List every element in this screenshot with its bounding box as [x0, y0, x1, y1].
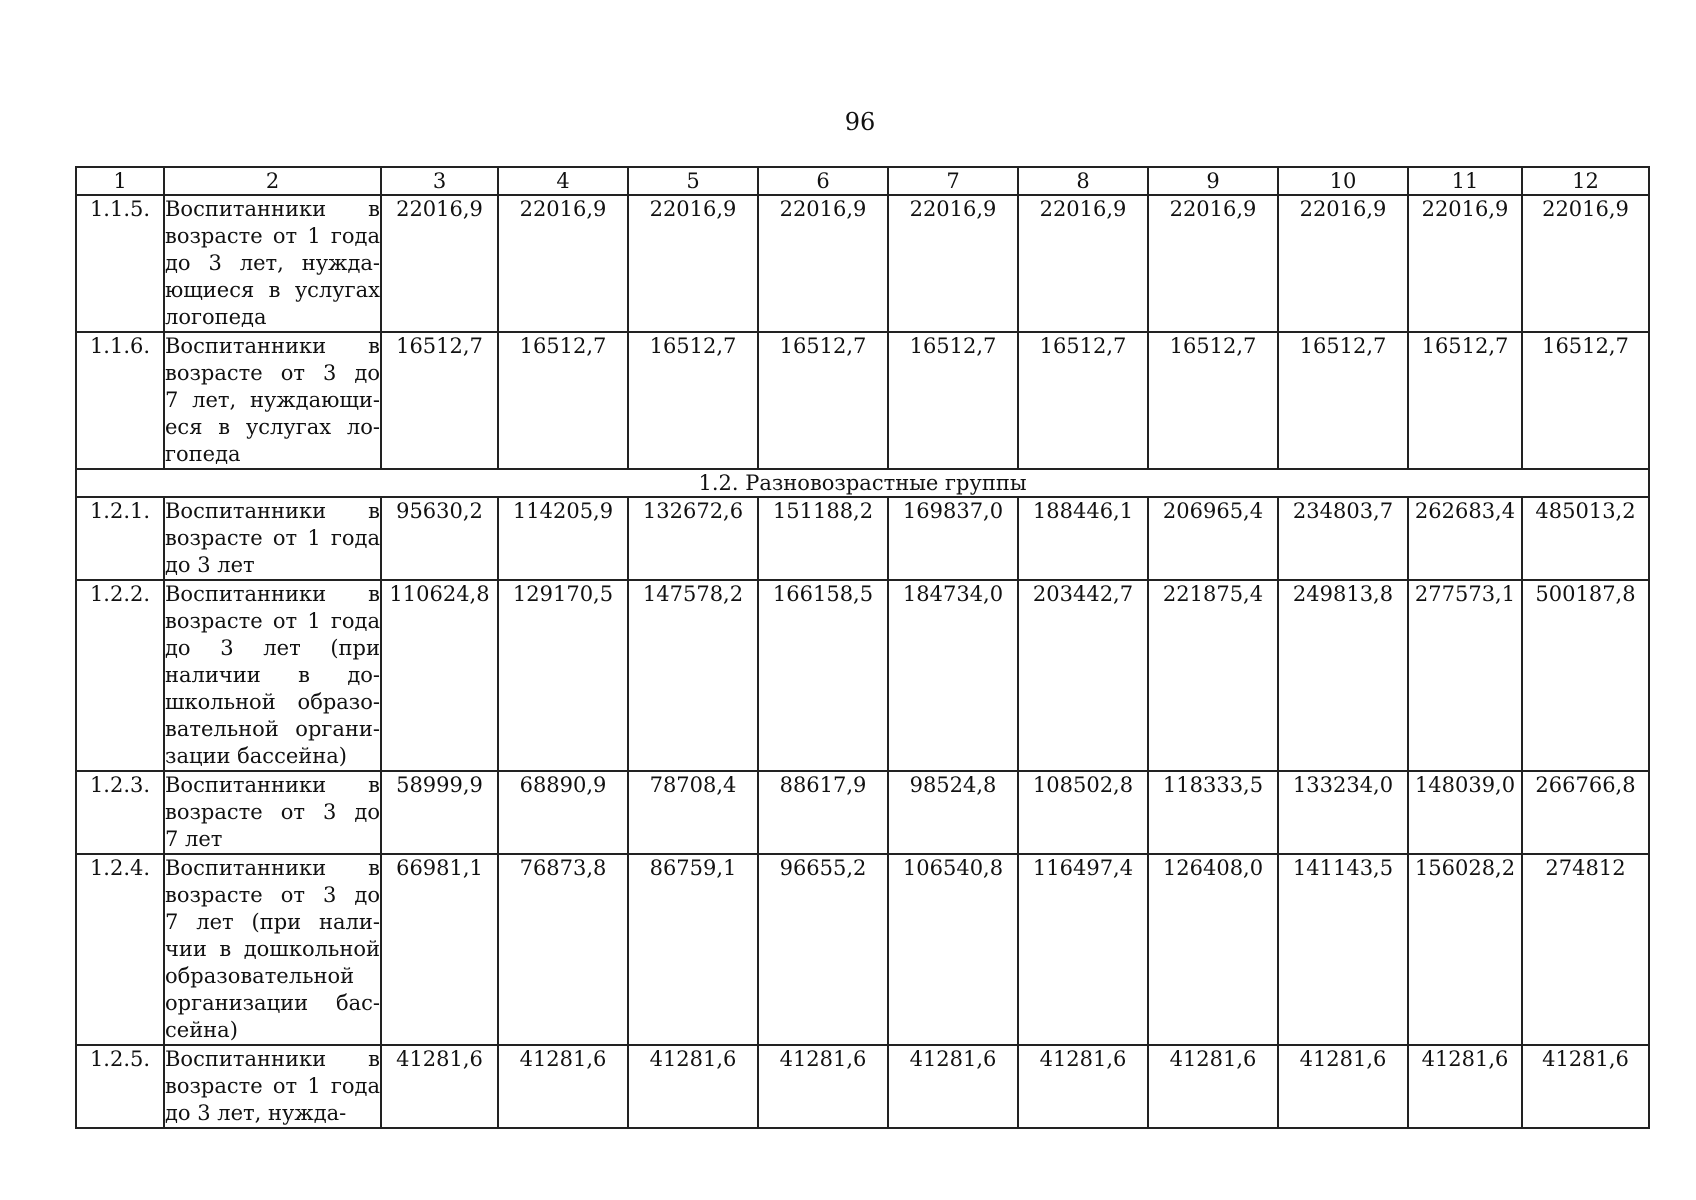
row-number: 1.1.6.: [76, 332, 164, 469]
table-header: [76, 167, 1649, 195]
table-row: [76, 332, 1649, 469]
section-group: [76, 469, 1649, 497]
value-cell: 16512,7: [1018, 332, 1148, 469]
value-cell: 16512,7: [1522, 332, 1649, 469]
row-label: [164, 580, 381, 771]
value-cell: 132672,6: [628, 497, 758, 580]
row-label-line: до 3 лет (при: [165, 636, 380, 660]
row-label-line: возрасте от 3 до: [165, 883, 380, 907]
value-cell: 16512,7: [1148, 332, 1278, 469]
row-label: [164, 771, 381, 854]
header-row: [76, 167, 1649, 195]
value-cell: 22016,9: [498, 195, 628, 332]
row-label-line: Воспитанники в: [165, 1047, 380, 1071]
value-cell: 16512,7: [628, 332, 758, 469]
value-cell: 88617,9: [758, 771, 888, 854]
row-number: 1.2.5.: [76, 1045, 164, 1128]
table-row: [76, 1045, 1649, 1128]
value-cell: 96655,2: [758, 854, 888, 1045]
value-cell: 188446,1: [1018, 497, 1148, 580]
column-number-header: 10: [1278, 167, 1408, 195]
value-cell: 66981,1: [381, 854, 498, 1045]
value-cell: 41281,6: [628, 1045, 758, 1128]
value-cell: 116497,4: [1018, 854, 1148, 1045]
value-cell: 78708,4: [628, 771, 758, 854]
column-number-header: 12: [1522, 167, 1649, 195]
value-cell: 41281,6: [1522, 1045, 1649, 1128]
row-number: 1.1.5.: [76, 195, 164, 332]
table-row: [76, 497, 1649, 580]
row-label-line: возрасте от 1 года: [165, 609, 380, 633]
row-label-line: возрасте от 3 до: [165, 800, 380, 824]
value-cell: 126408,0: [1148, 854, 1278, 1045]
row-label-line: логопеда: [165, 305, 267, 329]
table-row: [76, 580, 1649, 771]
value-cell: 41281,6: [1278, 1045, 1408, 1128]
value-cell: 500187,8: [1522, 580, 1649, 771]
value-cell: 22016,9: [758, 195, 888, 332]
value-cell: 22016,9: [1522, 195, 1649, 332]
table-row: [76, 195, 1649, 332]
row-label-line: организации бас-: [165, 991, 380, 1015]
table-row: [76, 771, 1649, 854]
value-cell: 86759,1: [628, 854, 758, 1045]
row-label-line: до 3 лет, нужда-: [165, 1101, 347, 1125]
value-cell: 16512,7: [888, 332, 1018, 469]
value-cell: 108502,8: [1018, 771, 1148, 854]
value-cell: 277573,1: [1408, 580, 1522, 771]
value-cell: 68890,9: [498, 771, 628, 854]
tariff-table: [75, 166, 1650, 1129]
column-number-header: 8: [1018, 167, 1148, 195]
section-row: [76, 469, 1649, 497]
value-cell: 485013,2: [1522, 497, 1649, 580]
value-cell: 95630,2: [381, 497, 498, 580]
value-cell: 156028,2: [1408, 854, 1522, 1045]
column-number-header: 11: [1408, 167, 1522, 195]
column-number-header: 2: [164, 167, 381, 195]
row-label-line: образовательной: [165, 964, 355, 988]
value-cell: 16512,7: [1278, 332, 1408, 469]
value-cell: 147578,2: [628, 580, 758, 771]
value-cell: 22016,9: [381, 195, 498, 332]
value-cell: 76873,8: [498, 854, 628, 1045]
column-number-header: 7: [888, 167, 1018, 195]
row-label-line: школьной образо-: [165, 690, 380, 714]
value-cell: 41281,6: [381, 1045, 498, 1128]
value-cell: 206965,4: [1148, 497, 1278, 580]
column-number-header: 3: [381, 167, 498, 195]
value-cell: 234803,7: [1278, 497, 1408, 580]
row-label-line: Воспитанники в: [165, 856, 380, 880]
row-label-line: ющиеся в услугах: [165, 278, 380, 302]
value-cell: 169837,0: [888, 497, 1018, 580]
row-label: [164, 497, 381, 580]
value-cell: 129170,5: [498, 580, 628, 771]
value-cell: 203442,7: [1018, 580, 1148, 771]
column-number-header: 6: [758, 167, 888, 195]
row-label-line: 7 лет, нуждающи-: [165, 388, 380, 412]
value-cell: 16512,7: [381, 332, 498, 469]
value-cell: 16512,7: [758, 332, 888, 469]
value-cell: 41281,6: [498, 1045, 628, 1128]
row-label-line: Воспитанники в: [165, 773, 380, 797]
value-cell: 41281,6: [1148, 1045, 1278, 1128]
value-cell: 41281,6: [1408, 1045, 1522, 1128]
value-cell: 22016,9: [1408, 195, 1522, 332]
value-cell: 58999,9: [381, 771, 498, 854]
row-label-line: еся в услугах ло-: [165, 415, 380, 439]
row-label-line: возрасте от 1 года: [165, 224, 380, 248]
row-label-line: Воспитанники в: [165, 582, 380, 606]
row-label-line: гопеда: [165, 442, 241, 466]
column-number-header: 9: [1148, 167, 1278, 195]
value-cell: 98524,8: [888, 771, 1018, 854]
value-cell: 274812: [1522, 854, 1649, 1045]
column-number-header: 4: [498, 167, 628, 195]
value-cell: 41281,6: [888, 1045, 1018, 1128]
column-number-header: 5: [628, 167, 758, 195]
row-label-line: возрасте от 1 года: [165, 526, 380, 550]
row-label-line: возрасте от 3 до: [165, 361, 380, 385]
value-cell: 249813,8: [1278, 580, 1408, 771]
table-body-part-1: [76, 195, 1649, 469]
row-label-line: Воспитанники в: [165, 197, 380, 221]
row-label-line: до 3 лет: [165, 553, 255, 577]
row-label: [164, 332, 381, 469]
value-cell: 22016,9: [1148, 195, 1278, 332]
row-label-line: 7 лет (при нали-: [165, 910, 380, 934]
value-cell: 184734,0: [888, 580, 1018, 771]
value-cell: 262683,4: [1408, 497, 1522, 580]
row-label-line: до 3 лет, нужда-: [165, 251, 380, 275]
row-label-line: вательной органи-: [165, 717, 380, 741]
value-cell: 221875,4: [1148, 580, 1278, 771]
value-cell: 151188,2: [758, 497, 888, 580]
row-label: [164, 1045, 381, 1128]
row-number: 1.2.1.: [76, 497, 164, 580]
row-label-line: сейна): [165, 1018, 238, 1042]
row-number: 1.2.2.: [76, 580, 164, 771]
value-cell: 118333,5: [1148, 771, 1278, 854]
value-cell: 22016,9: [628, 195, 758, 332]
value-cell: 22016,9: [1018, 195, 1148, 332]
row-label-line: чии в дошкольной: [165, 937, 380, 961]
value-cell: 16512,7: [498, 332, 628, 469]
value-cell: 166158,5: [758, 580, 888, 771]
value-cell: 114205,9: [498, 497, 628, 580]
row-number: 1.2.4.: [76, 854, 164, 1045]
value-cell: 22016,9: [1278, 195, 1408, 332]
column-number-header: 1: [76, 167, 164, 195]
page-number: 96: [844, 108, 876, 136]
row-label-line: возрасте от 1 года: [165, 1074, 380, 1098]
row-label-line: зации бассейна): [165, 744, 347, 768]
value-cell: 106540,8: [888, 854, 1018, 1045]
row-label-line: 7 лет: [165, 827, 223, 851]
value-cell: 41281,6: [1018, 1045, 1148, 1128]
value-cell: 266766,8: [1522, 771, 1649, 854]
value-cell: 110624,8: [381, 580, 498, 771]
table-row: [76, 854, 1649, 1045]
row-label-line: Воспитанники в: [165, 499, 380, 523]
value-cell: 141143,5: [1278, 854, 1408, 1045]
value-cell: 41281,6: [758, 1045, 888, 1128]
value-cell: 133234,0: [1278, 771, 1408, 854]
row-label: [164, 195, 381, 332]
value-cell: 148039,0: [1408, 771, 1522, 854]
table-body-part-2: [76, 497, 1649, 1128]
row-number: 1.2.3.: [76, 771, 164, 854]
section-title: 1.2. Разновозрастные группы: [76, 469, 1649, 497]
row-label: [164, 854, 381, 1045]
row-label-line: Воспитанники в: [165, 334, 380, 358]
value-cell: 22016,9: [888, 195, 1018, 332]
row-label-line: наличии в до-: [165, 663, 380, 687]
value-cell: 16512,7: [1408, 332, 1522, 469]
